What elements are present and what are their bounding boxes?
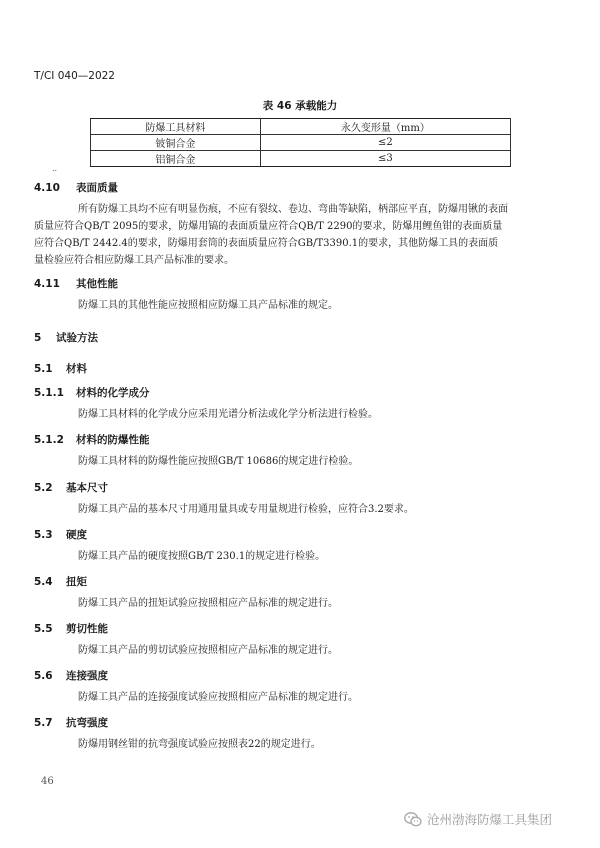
section-number: 5.1.1 [34,387,64,399]
paragraph-line: 所有防爆工具均不应有明显伤痕，不应有裂纹、卷边、弯曲等缺陷，柄部应平直，防爆用锹的表面 [78,204,508,215]
table-cell: 铍铜合金 [91,135,261,151]
section-number: 5.5 [34,623,53,635]
paragraph-line: 量检验应符合相应防爆工具产品标准的要求。 [34,255,234,266]
section-heading-5-7 [34,715,108,730]
paragraph-surface-quality-cont [34,218,502,269]
section-heading-5-1-1 [34,385,150,400]
section-number: 5 [34,332,42,344]
column-header-deformation: 永久变形量（mm） [260,119,510,135]
watermark [404,810,552,828]
section-title: 其他性能 [76,278,118,290]
paragraph-hardness: 防爆工具产品的硬度按照GB/T 230.1的规定进行检验。 [78,551,326,562]
section-title: 扭矩 [66,576,87,588]
section-heading-5-5 [34,621,108,636]
section-title: 材料的化学成分 [76,387,150,399]
paragraph-shear: 防爆工具产品的剪切试验应按照相应产品标准的规定进行。 [78,645,338,656]
section-title: 表面质量 [76,182,118,194]
section-heading-5-4 [34,574,87,589]
section-heading-4-10 [34,180,118,195]
section-number: 5.1 [34,363,53,375]
section-heading-5 [34,330,98,345]
table-row [91,151,511,167]
section-title: 连接强度 [66,670,108,682]
page-number: 46 [41,776,54,787]
paragraph-other-performance: 防爆工具的其他性能应按照相应防爆工具产品标准的规定。 [78,300,338,311]
paragraph-chemical-composition: 防爆工具材料的化学成分应采用光谱分析法或化学分析法进行检验。 [78,409,378,420]
table-note-marker: .. [52,164,58,173]
section-title: 硬度 [66,529,87,541]
table-caption: 表 46 承载能力 [262,100,338,112]
paragraph-connection-strength: 防爆工具产品的连接强度试验应按照相应产品标准的规定进行。 [78,692,358,703]
table-header-row [91,119,511,135]
table-row [91,135,511,151]
section-heading-5-1-2 [34,432,150,447]
paragraph-bending-strength: 防爆用钢丝钳的抗弯强度试验应按照表22的规定进行。 [78,739,321,750]
section-heading-5-2 [34,480,108,495]
paragraph-explosion-proof: 防爆工具材料的防爆性能应按照GB/T 10686的规定进行检验。 [78,456,359,467]
paragraph-torque: 防爆工具产品的扭矩试验应按照相应产品标准的规定进行。 [78,598,338,609]
paragraph-line: 质量应符合QB/T 2095的要求，防爆用镐的表面质量应符合QB/T 2290的要求，防爆用鲤鱼钳的表面质量 [34,221,503,232]
section-number: 5.7 [34,717,53,729]
section-number: 5.3 [34,529,53,541]
section-title: 基本尺寸 [66,482,108,494]
paragraph-basic-dimensions: 防爆工具产品的基本尺寸用通用量具或专用量规进行检验，应符合3.2要求。 [78,504,414,515]
standard-number: T/CI 040—2022 [34,70,115,82]
table-cell: ≤2 [260,135,510,151]
table-cell: ≤3 [260,151,510,167]
section-title: 剪切性能 [66,623,108,635]
section-number: 5.6 [34,670,53,682]
section-heading-5-6 [34,668,108,683]
section-number: 5.4 [34,576,53,588]
column-header-material: 防爆工具材料 [91,119,261,135]
section-number: 4.10 [34,182,60,194]
section-title: 试验方法 [56,332,98,344]
section-title: 材料的防爆性能 [76,434,150,446]
watermark-text: 沧州渤海防爆工具集团 [427,812,553,827]
paragraph-line: 应符合QB/T 2442.4的要求，防爆用套筒的表面质量应符合GB/T3390.1的要求，其他防爆工具的表面质 [34,238,499,249]
section-heading-4-11 [34,276,118,291]
section-title: 抗弯强度 [66,717,108,729]
paragraph-surface-quality [78,201,508,218]
table-cell: 铝铜合金 [91,151,261,167]
section-heading-5-3 [34,527,87,542]
load-capacity-table [90,118,511,167]
section-number: 5.2 [34,482,53,494]
section-title: 材料 [66,363,87,375]
section-number: 4.11 [34,278,60,290]
section-heading-5-1 [34,361,87,376]
section-number: 5.1.2 [34,434,64,446]
wechat-icon [404,812,422,827]
